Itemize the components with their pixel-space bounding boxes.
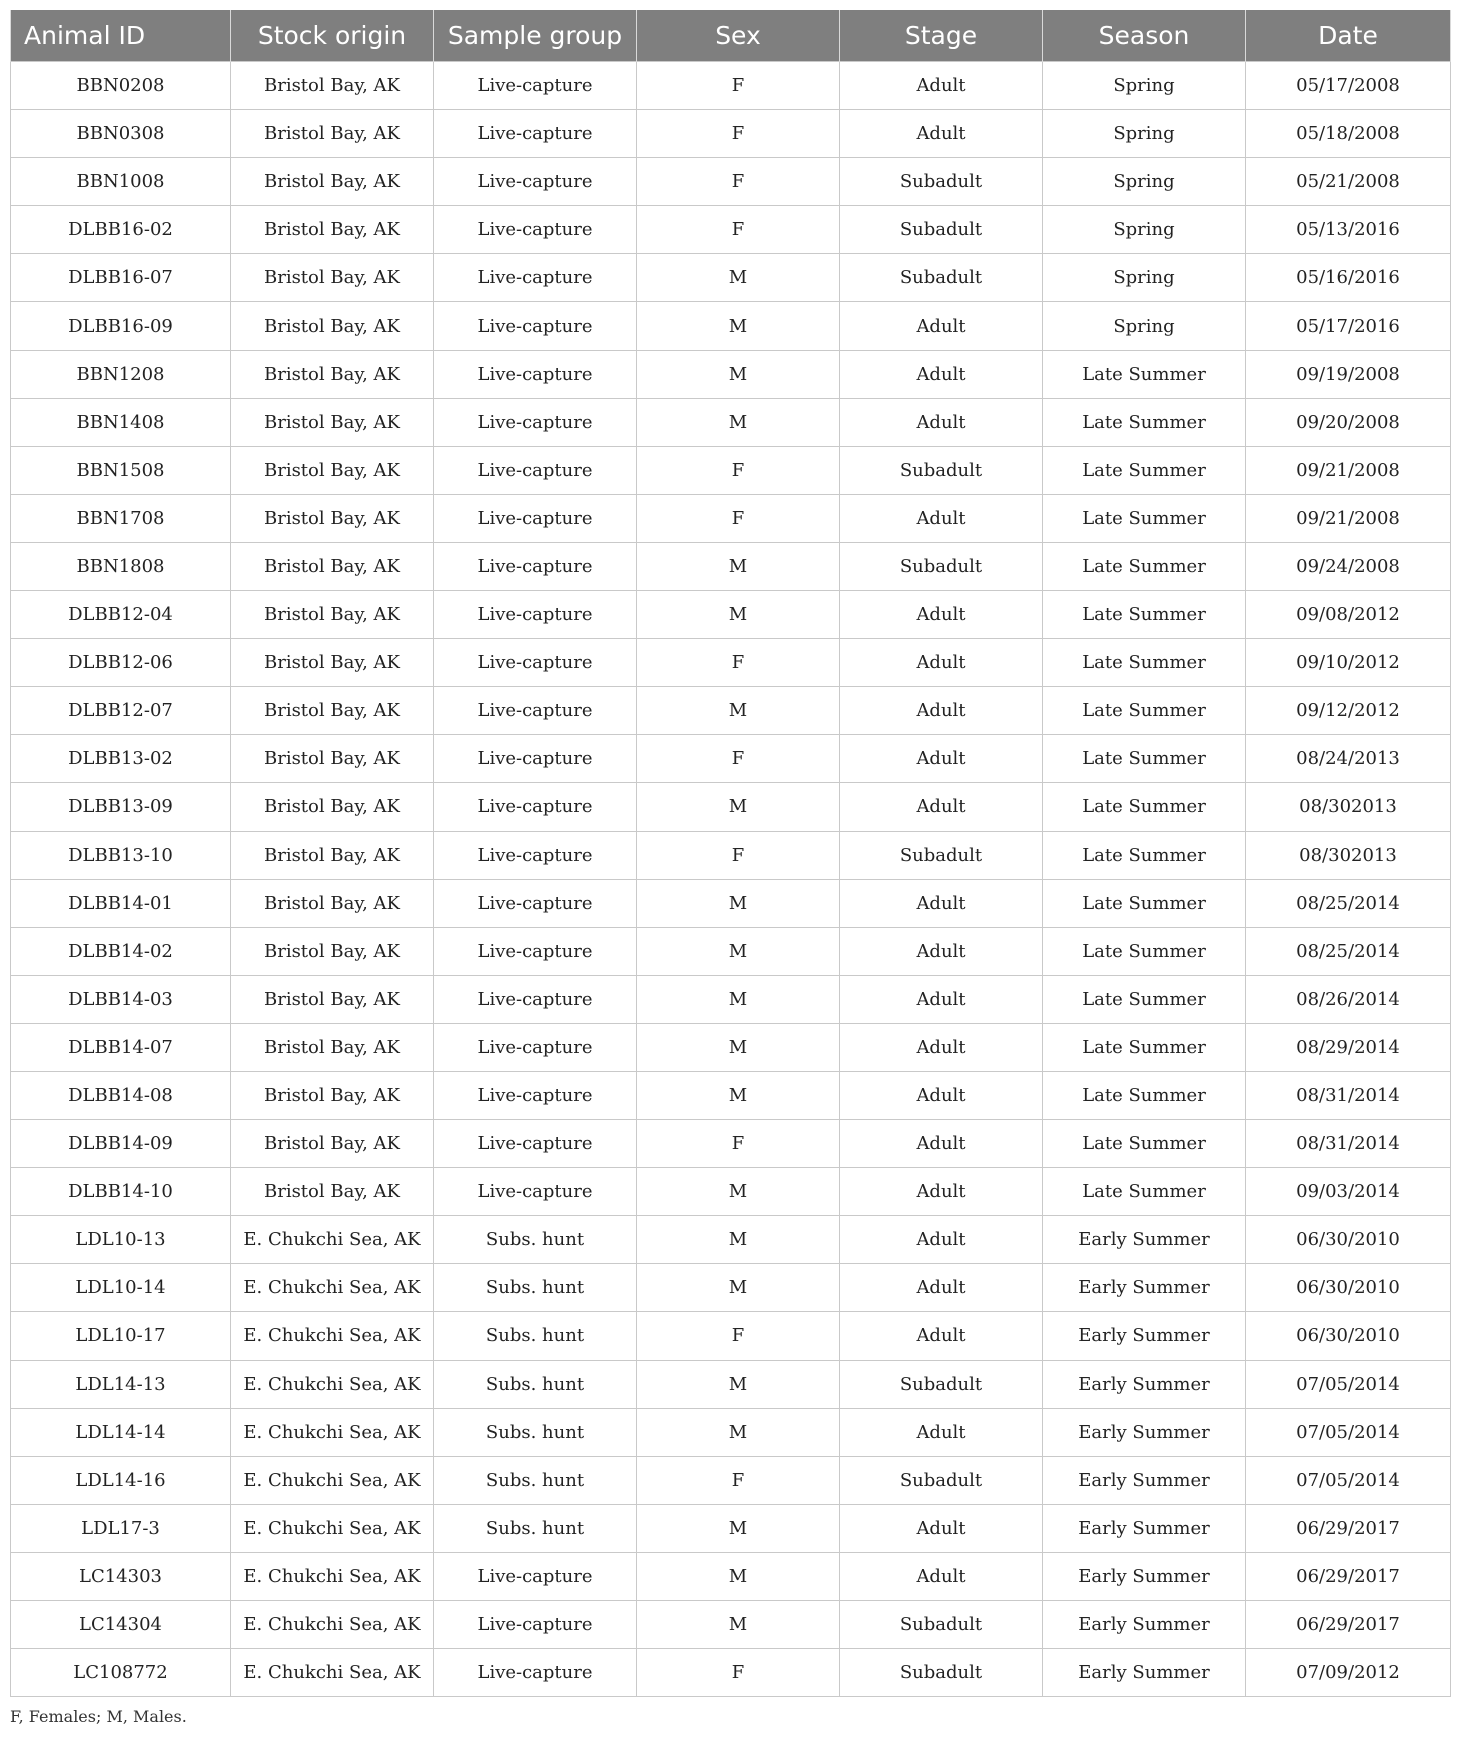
table-cell: Live-capture — [434, 62, 637, 110]
table-row — [11, 110, 1451, 158]
table-cell: Bristol Bay, AK — [231, 975, 434, 1023]
table-cell: Live-capture — [434, 975, 637, 1023]
table-cell: Bristol Bay, AK — [231, 687, 434, 735]
table-cell: Bristol Bay, AK — [231, 350, 434, 398]
table-cell: Adult — [840, 302, 1043, 350]
table-row — [11, 1552, 1451, 1600]
table-cell: E. Chukchi Sea, AK — [231, 1408, 434, 1456]
table-cell: Bristol Bay, AK — [231, 110, 434, 158]
table-cell: M — [637, 687, 840, 735]
table-cell: Live-capture — [434, 1601, 637, 1649]
table-cell: Bristol Bay, AK — [231, 206, 434, 254]
table-cell: F — [637, 1120, 840, 1168]
table-cell: Early Summer — [1043, 1216, 1246, 1264]
table-cell: Subadult — [840, 1360, 1043, 1408]
table-cell: Late Summer — [1043, 687, 1246, 735]
table-cell: 09/21/2008 — [1246, 494, 1451, 542]
table-cell: Subs. hunt — [434, 1216, 637, 1264]
table-cell: 08/26/2014 — [1246, 975, 1451, 1023]
table-cell: E. Chukchi Sea, AK — [231, 1456, 434, 1504]
table-cell: Live-capture — [434, 783, 637, 831]
table-cell: Spring — [1043, 302, 1246, 350]
table-cell: M — [637, 542, 840, 590]
table-row — [11, 687, 1451, 735]
table-cell: 05/16/2016 — [1246, 254, 1451, 302]
table-cell: DLBB16-09 — [11, 302, 231, 350]
table-cell: 08/31/2014 — [1246, 1120, 1451, 1168]
table-cell: Bristol Bay, AK — [231, 158, 434, 206]
table-cell: Late Summer — [1043, 831, 1246, 879]
table-cell: 09/21/2008 — [1246, 446, 1451, 494]
table-cell: Adult — [840, 1071, 1043, 1119]
data-table-container — [10, 10, 1450, 1697]
table-cell: M — [637, 879, 840, 927]
table-cell: Bristol Bay, AK — [231, 783, 434, 831]
table-cell: LC108772 — [11, 1649, 231, 1697]
table-cell: E. Chukchi Sea, AK — [231, 1216, 434, 1264]
table-cell: DLBB14-09 — [11, 1120, 231, 1168]
table-cell: Late Summer — [1043, 591, 1246, 639]
table-cell: Adult — [840, 398, 1043, 446]
table-cell: F — [637, 494, 840, 542]
table-row — [11, 1504, 1451, 1552]
table-cell: F — [637, 1312, 840, 1360]
table-cell: 07/05/2014 — [1246, 1456, 1451, 1504]
table-cell: BBN1008 — [11, 158, 231, 206]
table-cell: Subadult — [840, 446, 1043, 494]
table-cell: Live-capture — [434, 158, 637, 206]
table-cell: Live-capture — [434, 206, 637, 254]
table-cell: 08/302013 — [1246, 783, 1451, 831]
table-cell: Live-capture — [434, 110, 637, 158]
table-cell: Adult — [840, 927, 1043, 975]
table-row — [11, 1216, 1451, 1264]
table-cell: 08/302013 — [1246, 831, 1451, 879]
table-cell: Late Summer — [1043, 783, 1246, 831]
table-cell: E. Chukchi Sea, AK — [231, 1649, 434, 1697]
table-cell: 05/21/2008 — [1246, 158, 1451, 206]
table-cell: E. Chukchi Sea, AK — [231, 1312, 434, 1360]
table-row — [11, 1120, 1451, 1168]
table-cell: 09/24/2008 — [1246, 542, 1451, 590]
table-cell: Bristol Bay, AK — [231, 542, 434, 590]
column-header: Stage — [840, 10, 1043, 62]
table-cell: DLBB14-02 — [11, 927, 231, 975]
table-cell: Live-capture — [434, 591, 637, 639]
table-cell: Bristol Bay, AK — [231, 1071, 434, 1119]
table-cell: DLBB12-07 — [11, 687, 231, 735]
table-cell: Early Summer — [1043, 1456, 1246, 1504]
table-row — [11, 783, 1451, 831]
table-cell: 06/30/2010 — [1246, 1264, 1451, 1312]
table-row — [11, 302, 1451, 350]
table-cell: F — [637, 446, 840, 494]
table-row — [11, 975, 1451, 1023]
table-row — [11, 1360, 1451, 1408]
table-cell: 09/10/2012 — [1246, 639, 1451, 687]
table-cell: Live-capture — [434, 879, 637, 927]
table-row — [11, 1071, 1451, 1119]
table-cell: Subs. hunt — [434, 1360, 637, 1408]
table-cell: 06/29/2017 — [1246, 1552, 1451, 1600]
table-row — [11, 494, 1451, 542]
table-row — [11, 927, 1451, 975]
table-cell: M — [637, 1360, 840, 1408]
table-row — [11, 879, 1451, 927]
table-cell: M — [637, 783, 840, 831]
table-cell: Subadult — [840, 1601, 1043, 1649]
table-cell: BBN1208 — [11, 350, 231, 398]
table-body — [11, 62, 1451, 1697]
table-cell: Adult — [840, 1504, 1043, 1552]
table-cell: Subs. hunt — [434, 1504, 637, 1552]
table-row — [11, 254, 1451, 302]
table-cell: Late Summer — [1043, 494, 1246, 542]
table-cell: Live-capture — [434, 831, 637, 879]
table-row — [11, 1168, 1451, 1216]
table-row — [11, 1408, 1451, 1456]
table-cell: Subadult — [840, 206, 1043, 254]
table-cell: Adult — [840, 639, 1043, 687]
table-cell: F — [637, 639, 840, 687]
table-cell: Spring — [1043, 158, 1246, 206]
table-cell: Live-capture — [434, 1168, 637, 1216]
table-cell: DLBB12-04 — [11, 591, 231, 639]
table-cell: Live-capture — [434, 1071, 637, 1119]
table-row — [11, 1023, 1451, 1071]
table-cell: 06/30/2010 — [1246, 1312, 1451, 1360]
table-cell: LDL14-14 — [11, 1408, 231, 1456]
table-cell: Live-capture — [434, 735, 637, 783]
column-header: Sex — [637, 10, 840, 62]
table-cell: Bristol Bay, AK — [231, 1168, 434, 1216]
table-cell: 05/17/2008 — [1246, 62, 1451, 110]
table-cell: Bristol Bay, AK — [231, 62, 434, 110]
table-cell: LC14303 — [11, 1552, 231, 1600]
table-cell: 08/31/2014 — [1246, 1071, 1451, 1119]
table-cell: M — [637, 1552, 840, 1600]
table-cell: 07/05/2014 — [1246, 1360, 1451, 1408]
table-cell: Adult — [840, 62, 1043, 110]
table-cell: Late Summer — [1043, 446, 1246, 494]
table-cell: M — [637, 1168, 840, 1216]
table-cell: Spring — [1043, 62, 1246, 110]
table-cell: DLBB14-01 — [11, 879, 231, 927]
table-cell: 06/30/2010 — [1246, 1216, 1451, 1264]
table-cell: DLBB13-10 — [11, 831, 231, 879]
table-cell: Live-capture — [434, 1023, 637, 1071]
table-cell: Live-capture — [434, 254, 637, 302]
table-cell: Bristol Bay, AK — [231, 735, 434, 783]
animal-samples-table — [10, 10, 1451, 1697]
table-cell: Adult — [840, 494, 1043, 542]
table-row — [11, 1601, 1451, 1649]
table-cell: F — [637, 1456, 840, 1504]
table-cell: Bristol Bay, AK — [231, 927, 434, 975]
table-cell: Late Summer — [1043, 350, 1246, 398]
table-cell: Adult — [840, 975, 1043, 1023]
table-cell: Late Summer — [1043, 542, 1246, 590]
table-cell: Adult — [840, 1552, 1043, 1600]
table-cell: Subadult — [840, 831, 1043, 879]
table-cell: M — [637, 1216, 840, 1264]
table-cell: Late Summer — [1043, 1120, 1246, 1168]
table-cell: M — [637, 591, 840, 639]
table-cell: DLBB12-06 — [11, 639, 231, 687]
table-cell: Early Summer — [1043, 1360, 1246, 1408]
table-cell: BBN1708 — [11, 494, 231, 542]
table-cell: LDL14-13 — [11, 1360, 231, 1408]
table-cell: 08/24/2013 — [1246, 735, 1451, 783]
table-cell: DLBB14-08 — [11, 1071, 231, 1119]
table-cell: M — [637, 1504, 840, 1552]
table-cell: Live-capture — [434, 542, 637, 590]
table-cell: DLBB16-07 — [11, 254, 231, 302]
table-cell: M — [637, 1264, 840, 1312]
table-row — [11, 446, 1451, 494]
table-row — [11, 1456, 1451, 1504]
table-cell: Adult — [840, 687, 1043, 735]
table-cell: Bristol Bay, AK — [231, 639, 434, 687]
table-cell: LC14304 — [11, 1601, 231, 1649]
table-cell: Subs. hunt — [434, 1312, 637, 1360]
table-cell: E. Chukchi Sea, AK — [231, 1504, 434, 1552]
table-cell: BBN0308 — [11, 110, 231, 158]
table-cell: M — [637, 1601, 840, 1649]
table-cell: Late Summer — [1043, 975, 1246, 1023]
table-cell: Live-capture — [434, 398, 637, 446]
table-cell: 05/13/2016 — [1246, 206, 1451, 254]
table-cell: F — [637, 735, 840, 783]
table-cell: BBN1808 — [11, 542, 231, 590]
table-cell: Subs. hunt — [434, 1456, 637, 1504]
table-cell: DLBB13-09 — [11, 783, 231, 831]
table-row — [11, 831, 1451, 879]
table-row — [11, 398, 1451, 446]
table-cell: 08/25/2014 — [1246, 927, 1451, 975]
table-cell: DLBB16-02 — [11, 206, 231, 254]
table-cell: Bristol Bay, AK — [231, 879, 434, 927]
table-cell: Early Summer — [1043, 1408, 1246, 1456]
table-cell: Adult — [840, 879, 1043, 927]
table-cell: DLBB14-10 — [11, 1168, 231, 1216]
table-cell: Spring — [1043, 206, 1246, 254]
table-footnote: F, Females; M, Males. — [10, 1707, 187, 1726]
table-row — [11, 639, 1451, 687]
table-cell: Live-capture — [434, 1120, 637, 1168]
table-row — [11, 735, 1451, 783]
table-cell: M — [637, 254, 840, 302]
table-cell: F — [637, 158, 840, 206]
table-cell: LDL17-3 — [11, 1504, 231, 1552]
table-cell: Subs. hunt — [434, 1408, 637, 1456]
table-cell: Subadult — [840, 1456, 1043, 1504]
table-cell: Adult — [840, 1408, 1043, 1456]
table-cell: F — [637, 206, 840, 254]
table-cell: Subadult — [840, 1649, 1043, 1697]
table-cell: LDL14-16 — [11, 1456, 231, 1504]
table-cell: Early Summer — [1043, 1312, 1246, 1360]
column-header: Animal ID — [11, 10, 231, 62]
table-cell: M — [637, 350, 840, 398]
table-cell: M — [637, 1071, 840, 1119]
table-cell: 09/08/2012 — [1246, 591, 1451, 639]
table-row — [11, 591, 1451, 639]
table-row — [11, 158, 1451, 206]
table-cell: Late Summer — [1043, 639, 1246, 687]
table-cell: 09/20/2008 — [1246, 398, 1451, 446]
table-cell: Early Summer — [1043, 1504, 1246, 1552]
table-cell: Subadult — [840, 254, 1043, 302]
table-cell: Bristol Bay, AK — [231, 398, 434, 446]
table-cell: Adult — [840, 1023, 1043, 1071]
table-row — [11, 62, 1451, 110]
table-cell: Live-capture — [434, 1552, 637, 1600]
table-cell: 08/25/2014 — [1246, 879, 1451, 927]
table-cell: F — [637, 831, 840, 879]
table-cell: Adult — [840, 1120, 1043, 1168]
table-cell: F — [637, 110, 840, 158]
table-cell: Bristol Bay, AK — [231, 1023, 434, 1071]
table-cell: M — [637, 1408, 840, 1456]
table-cell: BBN1508 — [11, 446, 231, 494]
table-cell: M — [637, 975, 840, 1023]
table-cell: F — [637, 62, 840, 110]
table-row — [11, 350, 1451, 398]
table-cell: 05/17/2016 — [1246, 302, 1451, 350]
table-header — [11, 10, 1451, 62]
column-header: Date — [1246, 10, 1451, 62]
column-header: Stock origin — [231, 10, 434, 62]
table-cell: Subs. hunt — [434, 1264, 637, 1312]
table-cell: Adult — [840, 735, 1043, 783]
table-cell: Late Summer — [1043, 1023, 1246, 1071]
table-cell: Early Summer — [1043, 1601, 1246, 1649]
table-row — [11, 1264, 1451, 1312]
table-cell: DLBB14-03 — [11, 975, 231, 1023]
table-cell: Adult — [840, 1312, 1043, 1360]
table-row — [11, 1649, 1451, 1697]
table-cell: BBN1408 — [11, 398, 231, 446]
table-cell: Bristol Bay, AK — [231, 302, 434, 350]
table-cell: M — [637, 927, 840, 975]
table-cell: Subadult — [840, 158, 1043, 206]
table-cell: Adult — [840, 1264, 1043, 1312]
column-header: Sample group — [434, 10, 637, 62]
table-cell: Bristol Bay, AK — [231, 1120, 434, 1168]
table-cell: F — [637, 1649, 840, 1697]
table-cell: Live-capture — [434, 350, 637, 398]
table-cell: Late Summer — [1043, 927, 1246, 975]
table-cell: LDL10-13 — [11, 1216, 231, 1264]
table-cell: Early Summer — [1043, 1552, 1246, 1600]
table-cell: Adult — [840, 1216, 1043, 1264]
table-cell: Adult — [840, 783, 1043, 831]
table-cell: LDL10-17 — [11, 1312, 231, 1360]
table-cell: Live-capture — [434, 639, 637, 687]
table-cell: 08/29/2014 — [1246, 1023, 1451, 1071]
header-row — [11, 10, 1451, 62]
table-cell: 05/18/2008 — [1246, 110, 1451, 158]
table-cell: Bristol Bay, AK — [231, 494, 434, 542]
table-cell: E. Chukchi Sea, AK — [231, 1552, 434, 1600]
table-cell: E. Chukchi Sea, AK — [231, 1360, 434, 1408]
table-cell: 09/12/2012 — [1246, 687, 1451, 735]
table-cell: 09/19/2008 — [1246, 350, 1451, 398]
table-cell: Live-capture — [434, 687, 637, 735]
table-cell: Late Summer — [1043, 398, 1246, 446]
table-cell: M — [637, 1023, 840, 1071]
table-cell: Late Summer — [1043, 735, 1246, 783]
table-row — [11, 1312, 1451, 1360]
table-cell: Bristol Bay, AK — [231, 446, 434, 494]
table-cell: Adult — [840, 350, 1043, 398]
table-cell: M — [637, 398, 840, 446]
table-cell: Adult — [840, 1168, 1043, 1216]
table-cell: LDL10-14 — [11, 1264, 231, 1312]
table-cell: M — [637, 302, 840, 350]
table-cell: Live-capture — [434, 446, 637, 494]
table-cell: E. Chukchi Sea, AK — [231, 1264, 434, 1312]
table-cell: Early Summer — [1043, 1649, 1246, 1697]
table-cell: DLBB14-07 — [11, 1023, 231, 1071]
table-cell: Live-capture — [434, 927, 637, 975]
table-cell: Early Summer — [1043, 1264, 1246, 1312]
table-cell: 07/05/2014 — [1246, 1408, 1451, 1456]
table-cell: Subadult — [840, 542, 1043, 590]
table-cell: 06/29/2017 — [1246, 1601, 1451, 1649]
table-cell: Adult — [840, 110, 1043, 158]
table-cell: Spring — [1043, 110, 1246, 158]
table-cell: Spring — [1043, 254, 1246, 302]
table-cell: DLBB13-02 — [11, 735, 231, 783]
table-cell: E. Chukchi Sea, AK — [231, 1601, 434, 1649]
table-cell: Live-capture — [434, 494, 637, 542]
table-cell: Late Summer — [1043, 1168, 1246, 1216]
table-row — [11, 206, 1451, 254]
table-cell: Live-capture — [434, 302, 637, 350]
table-cell: BBN0208 — [11, 62, 231, 110]
table-cell: 09/03/2014 — [1246, 1168, 1451, 1216]
table-cell: Bristol Bay, AK — [231, 591, 434, 639]
table-cell: 07/09/2012 — [1246, 1649, 1451, 1697]
column-header: Season — [1043, 10, 1246, 62]
table-cell: Live-capture — [434, 1649, 637, 1697]
table-cell: Bristol Bay, AK — [231, 831, 434, 879]
table-cell: 06/29/2017 — [1246, 1504, 1451, 1552]
table-row — [11, 542, 1451, 590]
table-cell: Late Summer — [1043, 1071, 1246, 1119]
table-cell: Late Summer — [1043, 879, 1246, 927]
table-cell: Adult — [840, 591, 1043, 639]
table-cell: Bristol Bay, AK — [231, 254, 434, 302]
